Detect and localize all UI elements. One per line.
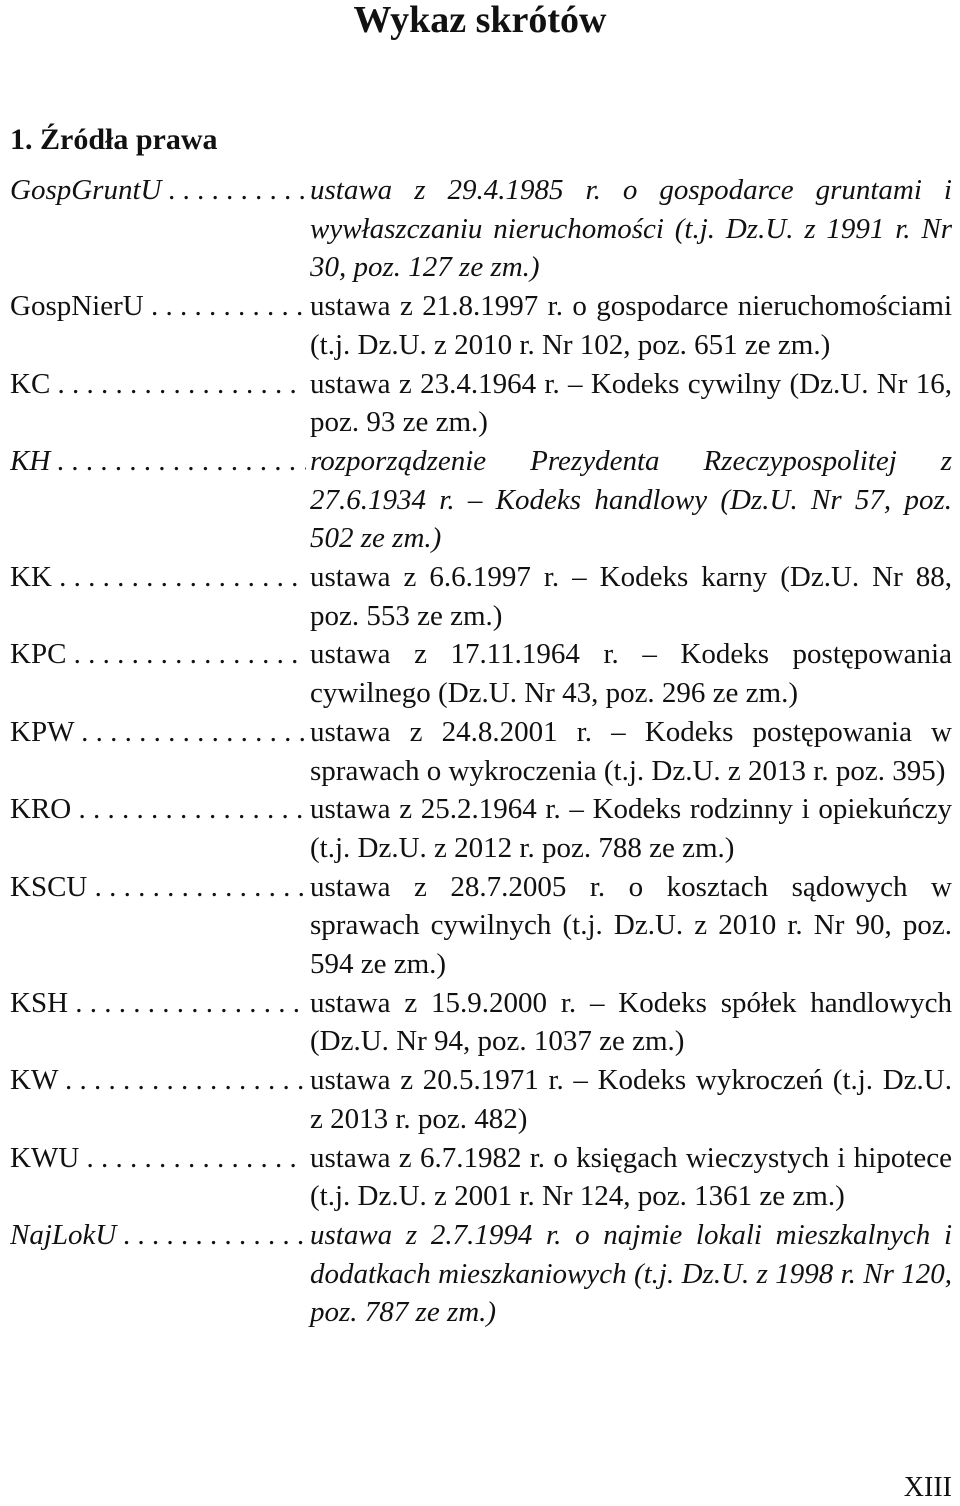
entry [10, 1139, 952, 1216]
entry [10, 442, 952, 558]
entry-description: ustawa z 2.7.1994 r. o najmie lokali mieszkalnych i dodatkach mieszkaniowych (t.j. Dz.U. z 1998 r. Nr 120, poz. 787 ze zm.) [310, 1218, 952, 1329]
entry-abbreviation: KSH . . . [10, 984, 306, 1023]
entry-abbreviation: NajLokU . . . [10, 1216, 306, 1255]
entry [10, 984, 952, 1061]
entry [10, 365, 952, 442]
entry [10, 790, 952, 867]
entry-description: ustawa z 6.6.1997 r. – Kodeks karny (Dz.U. Nr 88, poz. 553 ze zm.) [310, 561, 952, 632]
entry [10, 287, 952, 364]
entry-description: ustawa z 29.4.1985 r. o gospodarce gruntami i wywłaszczaniu nieruchomości (t.j. Dz.U. z 1991 r. Nr 30, poz. 127 ze zm.) [310, 174, 952, 284]
entry-abbreviation: GospGruntU . . . [10, 171, 306, 210]
page-title: Wykaz skrótów [353, 0, 607, 41]
section-heading: 1. Źródła prawa [10, 123, 218, 156]
entry-abbreviation: KRO . . . [10, 790, 306, 829]
entry-description: ustawa z 20.5.1971 r. – Kodeks wykroczeń (t.j. Dz.U. z 2013 r. poz. 482) [310, 1064, 952, 1135]
entry-description: ustawa z 15.9.2000 r. – Kodeks spółek handlowych (Dz.U. Nr 94, poz. 1037 ze zm.) [310, 986, 952, 1058]
entry-abbreviation: GospNierU . . . [10, 287, 306, 326]
entry [10, 868, 952, 984]
entry-description: ustawa z 28.7.2005 r. o kosztach sądowych w sprawach cywilnych (t.j. Dz.U. z 2010 r. Nr 90, poz. 594 ze zm.) [310, 870, 952, 981]
entry [10, 558, 952, 635]
entry-abbreviation: KPC . . . [10, 635, 306, 674]
entry-description: ustawa z 17.11.1964 r. – Kodeks postępowania cywilnego (Dz.U. Nr 43, poz. 296 ze zm.) [310, 638, 952, 710]
entry-description: ustawa z 6.7.1982 r. o księgach wieczystych i hipotece (t.j. Dz.U. z 2001 r. Nr 124, poz. 1361 ze zm.) [310, 1141, 952, 1213]
entry-abbreviation: KWU . . . [10, 1139, 306, 1178]
entry [10, 1061, 952, 1138]
entry-description: rozporządzenie Prezydenta Rzeczypospolitej z 27.6.1934 r. – Kodeks handlowy (Dz.U. Nr 57, poz. 502 ze zm.) [310, 444, 952, 555]
entry [10, 713, 952, 790]
entry-abbreviation: KPW . . . [10, 713, 306, 752]
entry-description: ustawa z 25.2.1964 r. – Kodeks rodzinny i opiekuńczy (t.j. Dz.U. z 2012 r. poz. 788 ze zm.) [310, 793, 952, 864]
entry [10, 171, 952, 287]
entry-abbreviation: KK . . . [10, 558, 306, 597]
entry-description: ustawa z 23.4.1964 r. – Kodeks cywilny (Dz.U. Nr 16, poz. 93 ze zm.) [310, 367, 952, 439]
entry-abbreviation: KC . . . [10, 365, 306, 404]
page-number: XIII [903, 1472, 952, 1503]
entry [10, 1216, 952, 1332]
entry-description: ustawa z 21.8.1997 r. o gospodarce nieruchomościami (t.j. Dz.U. z 2010 r. Nr 102, poz. 651 ze zm.) [310, 290, 952, 361]
entry-abbreviation: KSCU . . . [10, 868, 306, 907]
entry-abbreviation: KH . . . [10, 442, 306, 481]
entry-description: ustawa z 24.8.2001 r. – Kodeks postępowania w sprawach o wykroczenia (t.j. Dz.U. z 2013 r. poz. 395) [310, 715, 952, 787]
entry-abbreviation: KW . . . [10, 1061, 306, 1100]
entry [10, 635, 952, 712]
abbreviation-list [10, 171, 952, 1332]
